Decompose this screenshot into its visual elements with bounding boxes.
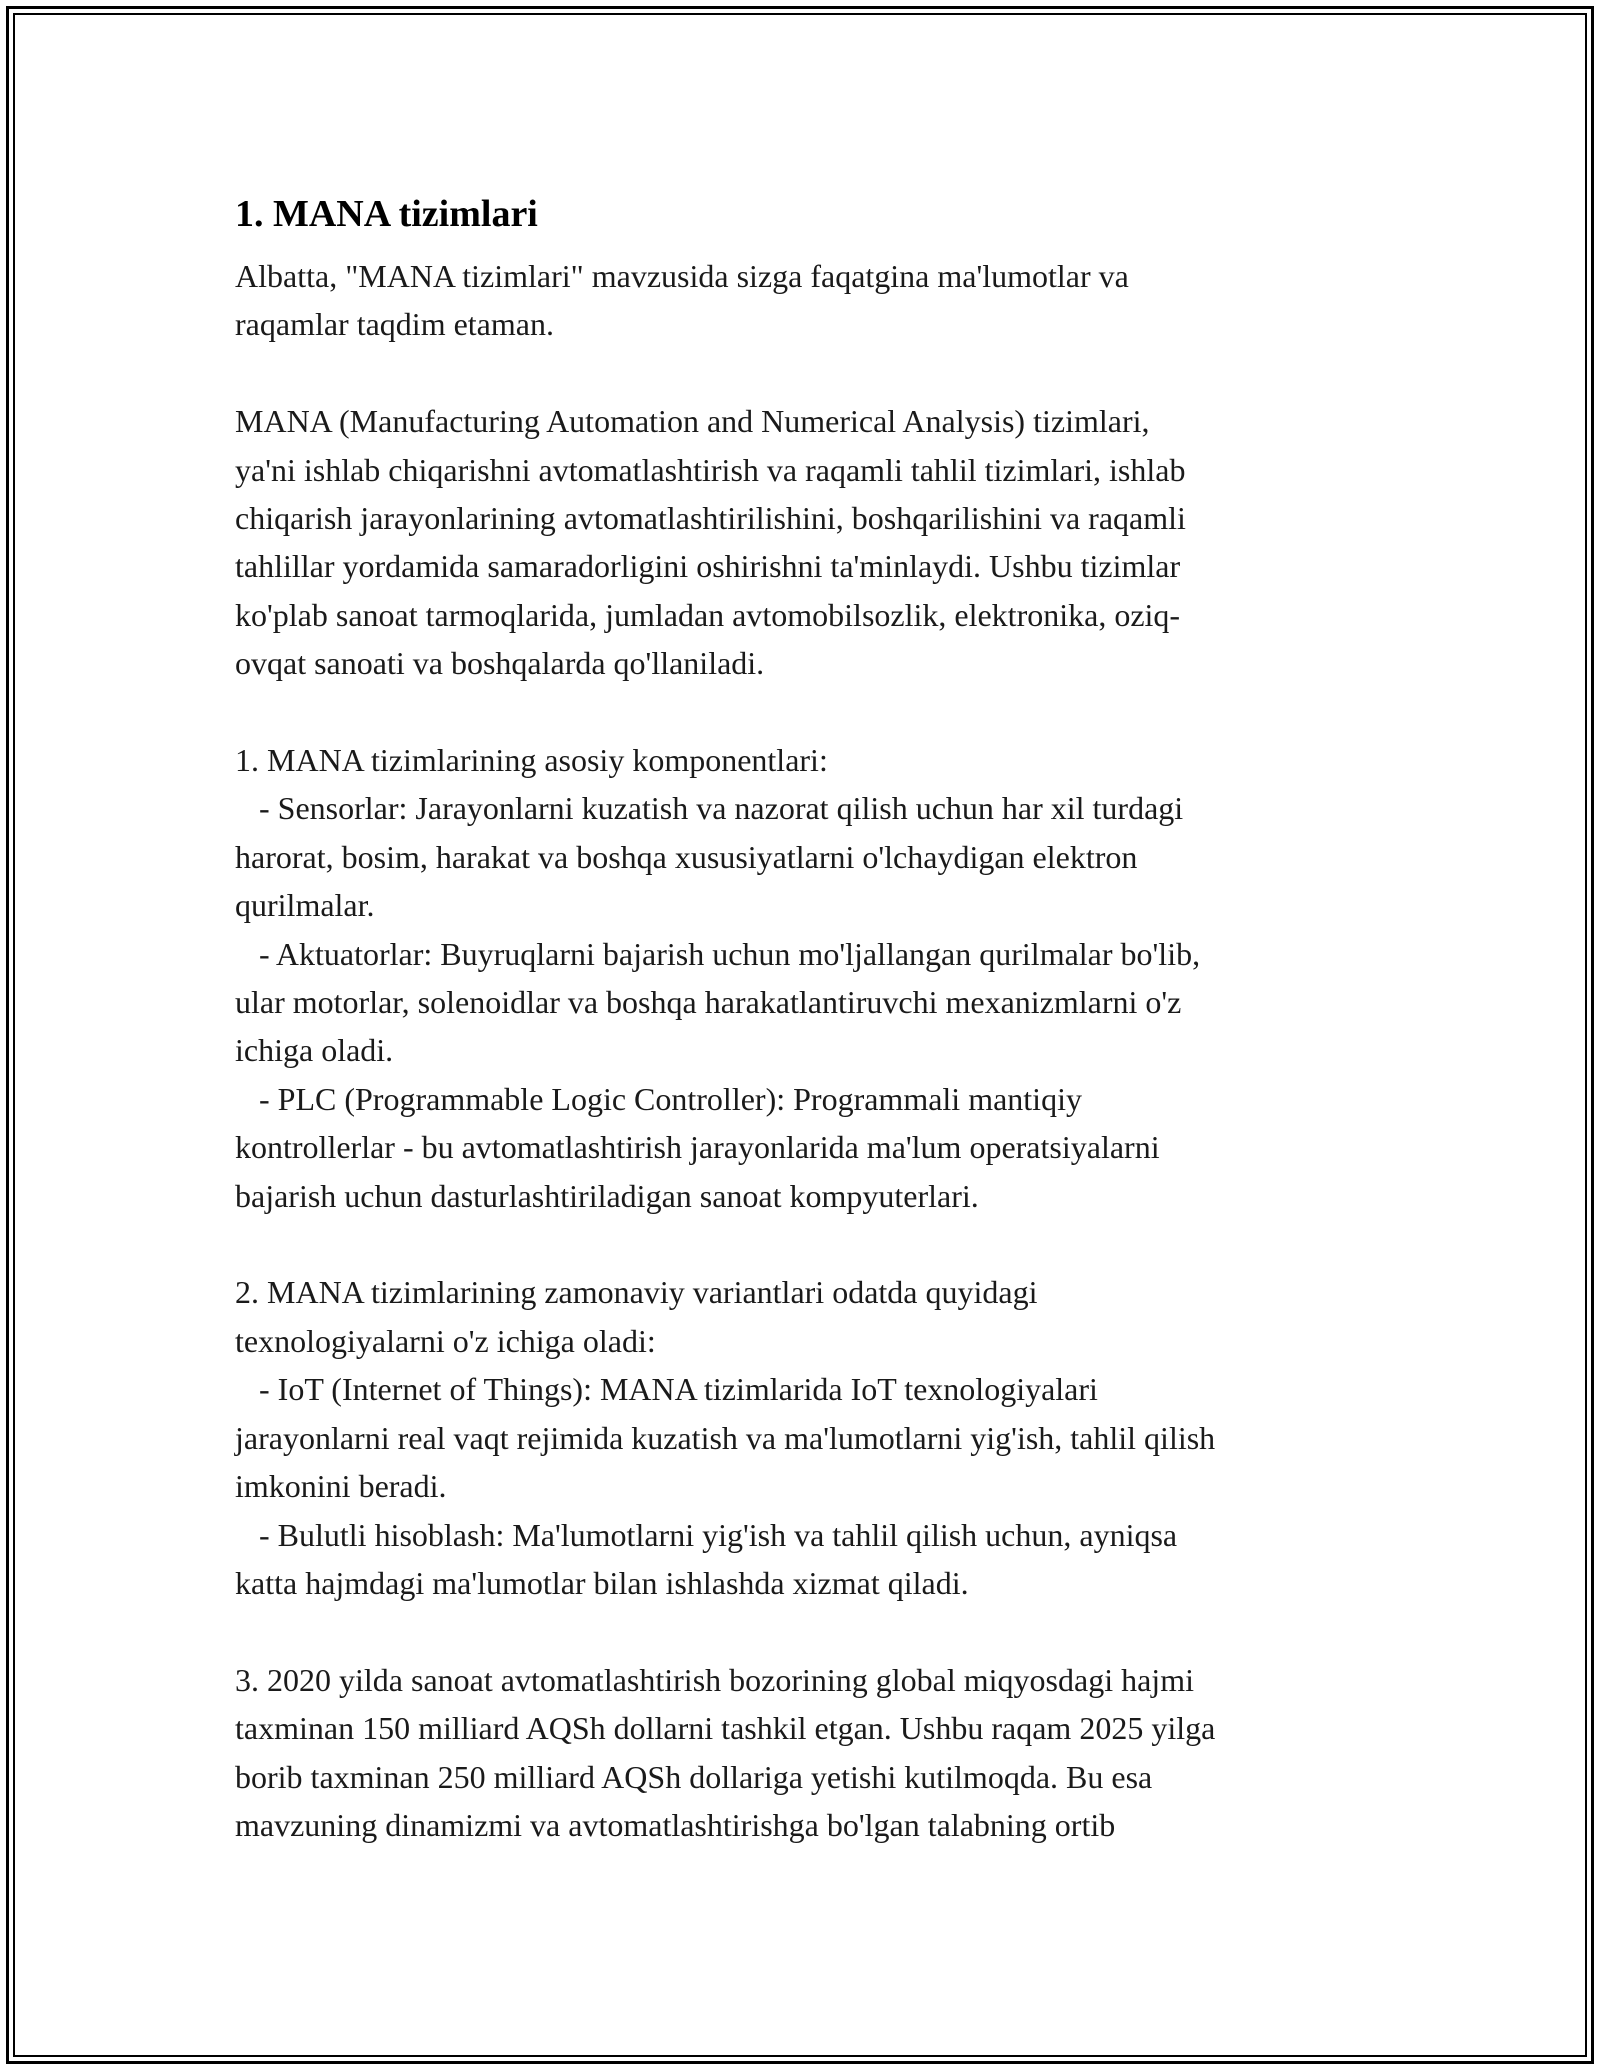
text-line: - Bulutli hisoblash: Ma'lumotlarni yig'ish va tahlil qilish uchun, ayniqsa bbox=[235, 1516, 1178, 1553]
text-line: qurilmalar. bbox=[235, 887, 375, 924]
paragraph-gap bbox=[235, 1607, 1385, 1655]
section-1-components bbox=[235, 736, 1385, 1220]
text-line: 1. MANA tizimlarining asosiy komponentlari: bbox=[235, 742, 828, 779]
text-line: jarayonlarni real vaqt rejimida kuzatish va ma'lumotlarni yig'ish, tahlil qilish bbox=[235, 1419, 1216, 1456]
text-line: harorat, bosim, harakat va boshqa xususiyatlarni o'lchaydigan elektron bbox=[235, 838, 1138, 875]
section-2-technologies bbox=[235, 1268, 1385, 1607]
text-line: - PLC (Programmable Logic Controller): Programmali mantiqiy bbox=[235, 1080, 1082, 1117]
text-line: tahlillar yordamida samaradorligini oshirishni ta'minlaydi. Ushbu tizimlar bbox=[235, 548, 1181, 585]
text-line: taxminan 150 milliard AQSh dollarni tashkil etgan. Ushbu raqam 2025 yilga bbox=[235, 1710, 1216, 1747]
text-line: 3. 2020 yilda sanoat avtomatlashtirish bozorining global miqyosdagi hajmi bbox=[235, 1661, 1194, 1698]
intro-paragraph bbox=[235, 252, 1385, 349]
text-line: ko'plab sanoat tarmoqlarida, jumladan avtomobilsozlik, elektronika, oziq- bbox=[235, 596, 1181, 633]
text-line: Albatta, "MANA tizimlari" mavzusida sizga faqatgina ma'lumotlar va bbox=[235, 258, 1129, 294]
paragraph-gap bbox=[235, 349, 1385, 397]
text-line: MANA (Manufacturing Automation and Numerical Analysis) tizimlari, bbox=[235, 403, 1150, 440]
text-line: raqamlar taqdim etaman. bbox=[235, 306, 554, 343]
text-line: ular motorlar, solenoidlar va boshqa harakatlantiruvchi mexanizmlarni o'z bbox=[235, 984, 1182, 1021]
text-line: ya'ni ishlab chiqarishni avtomatlashtirish va raqamli tahlil tizimlari, ishlab bbox=[235, 451, 1186, 488]
text-line: katta hajmdagi ma'lumotlar bilan ishlashda xizmat qiladi. bbox=[235, 1564, 969, 1601]
text-line: - Sensorlar: Jarayonlarni kuzatish va nazorat qilish uchun har xil turdagi bbox=[235, 790, 1184, 827]
text-line: - IoT (Internet of Things): MANA tizimlarida IoT texnologiyalari bbox=[235, 1371, 1098, 1408]
definition-paragraph bbox=[235, 397, 1385, 687]
text-line: kontrollerlar - bu avtomatlashtirish jarayonlarida ma'lum operatsiyalarni bbox=[235, 1129, 1160, 1166]
text-line: texnologiyalarni o'z ichiga oladi: bbox=[235, 1322, 656, 1359]
text-line: chiqarish jarayonlarining avtomatlashtirilishini, boshqarilishini va raqamli bbox=[235, 500, 1186, 537]
text-line: mavzuning dinamizmi va avtomatlashtirishga bo'lgan talabning ortib bbox=[235, 1806, 1116, 1843]
page-title: 1. MANA tizimlari bbox=[235, 193, 538, 235]
text-line: imkonini beradi. bbox=[235, 1468, 447, 1505]
text-line: ovqat sanoati va boshqalarda qo'llaniladi. bbox=[235, 645, 765, 682]
text-line: ichiga oladi. bbox=[235, 1032, 394, 1069]
text-line: borib taxminan 250 milliard AQSh dollariga yetishi kutilmoqda. Bu esa bbox=[235, 1758, 1153, 1795]
text-line: bajarish uchun dasturlashtiriladigan sanoat kompyuterlari. bbox=[235, 1177, 979, 1214]
paragraph-gap bbox=[235, 1220, 1385, 1268]
paragraph-gap bbox=[235, 688, 1385, 736]
text-line: 2. MANA tizimlarining zamonaviy variantlari odatda quyidagi bbox=[235, 1274, 1038, 1311]
document-body bbox=[235, 184, 1385, 1849]
section-3-market bbox=[235, 1656, 1385, 1850]
text-line: - Aktuatorlar: Buyruqlarni bajarish uchun mo'ljallangan qurilmalar bo'lib, bbox=[235, 935, 1201, 972]
